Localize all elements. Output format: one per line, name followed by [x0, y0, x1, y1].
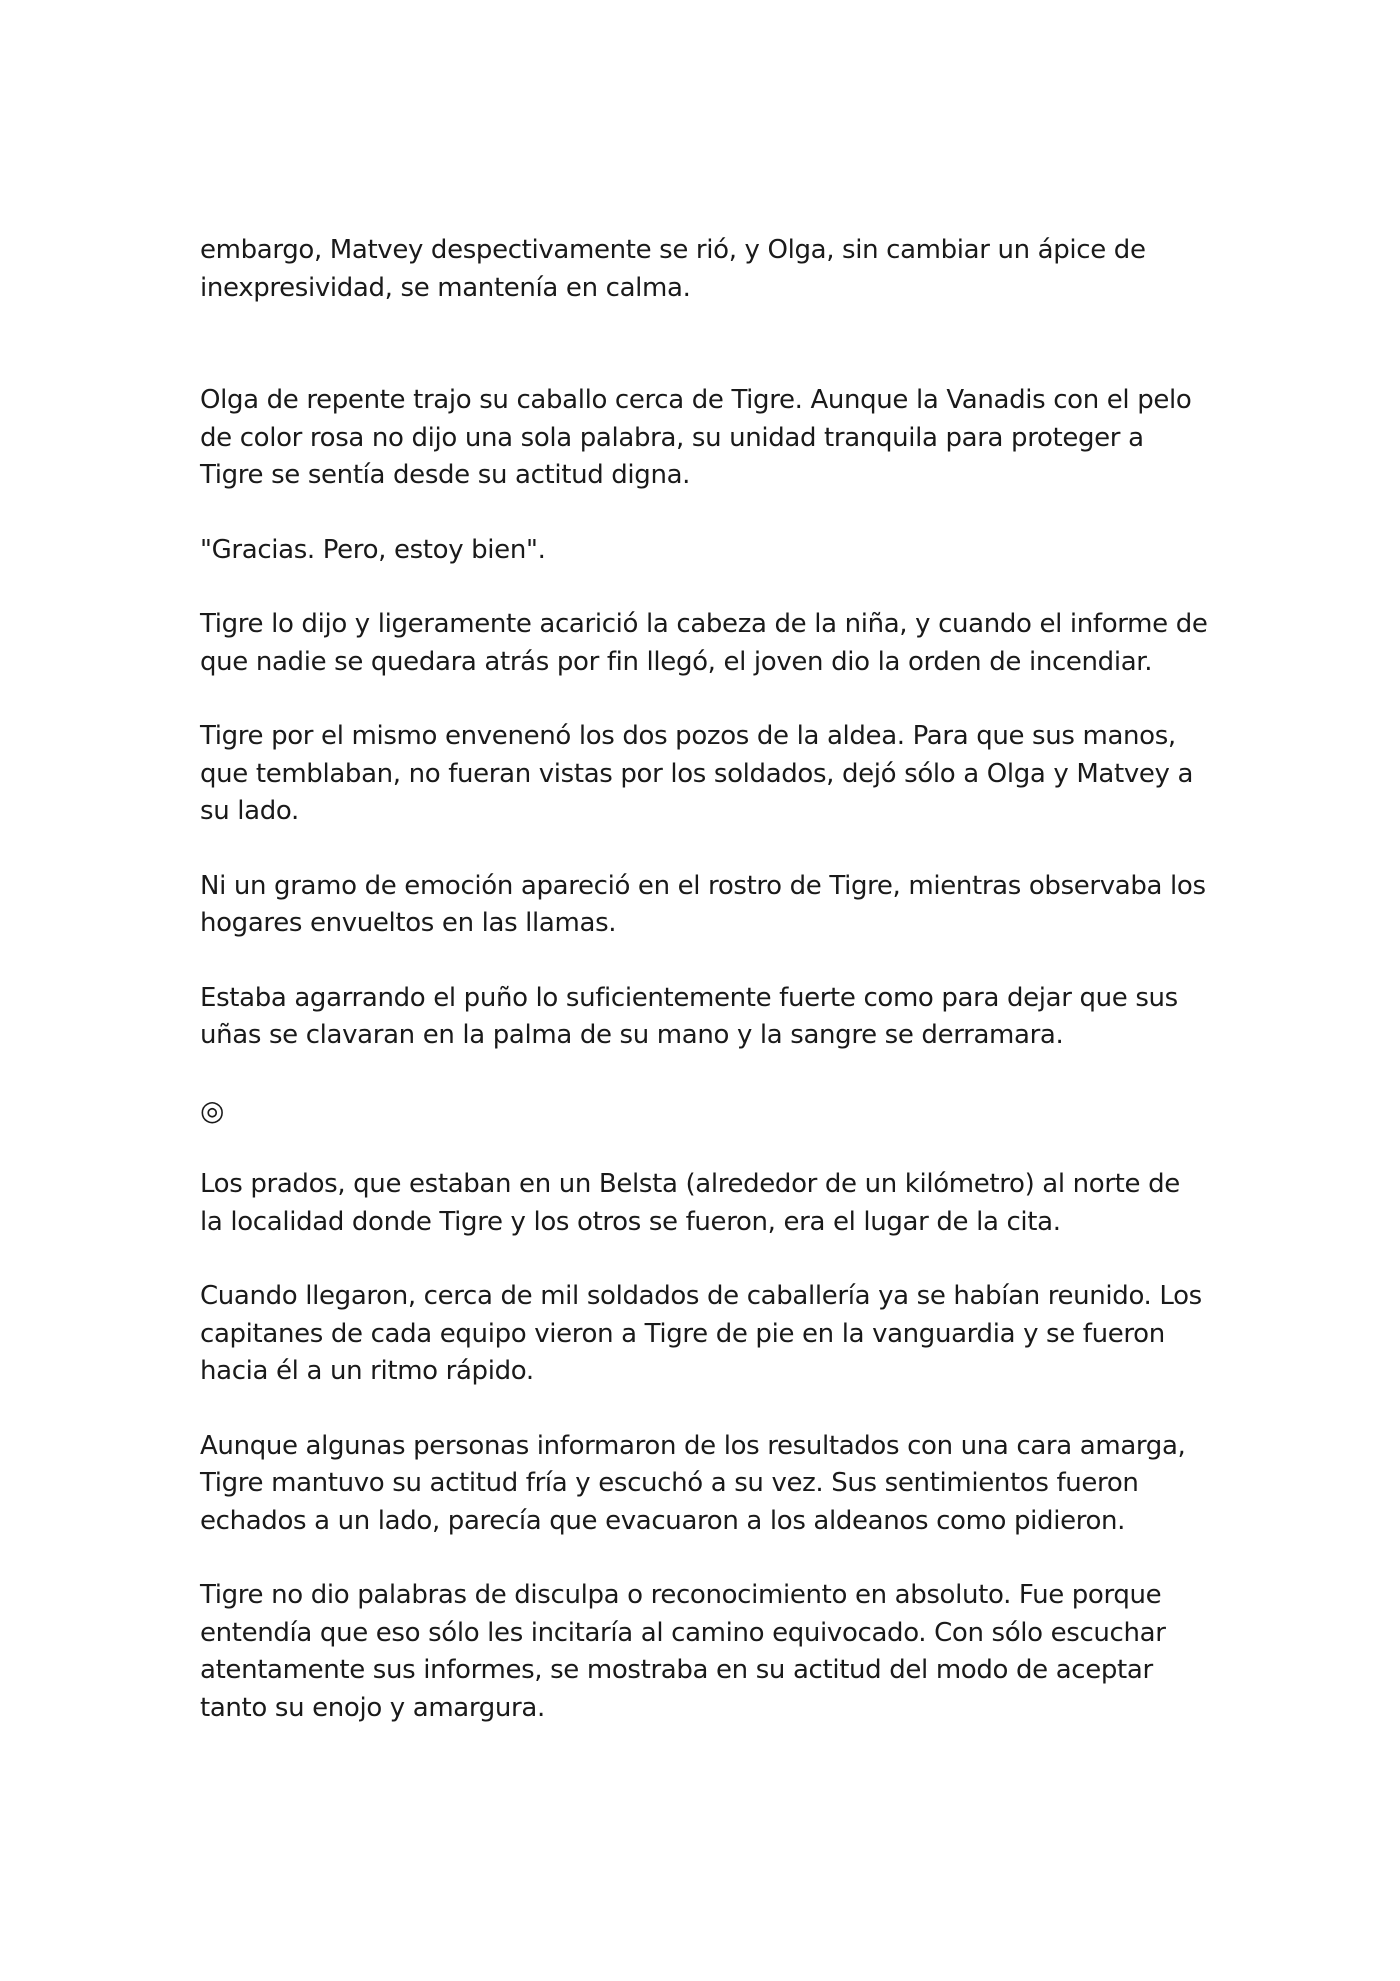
section-separator-icon: ◎ — [200, 1093, 225, 1127]
paragraph-4: Tigre lo dijo y ligeramente acarició la cabeza de la niña, y cuando el informe de que nadie se quedara atrás por fin llegó, el joven dio la orden de incendiar. — [200, 609, 1208, 677]
paragraph-2: Olga de repente trajo su caballo cerca de Tigre. Aunque la Vanadis con el pelo de color rosa no dijo una sola palabra, su unidad tranquila para proteger a Tigre se sentía desde su actitud digna. — [200, 385, 1192, 490]
document-page — [200, 232, 1210, 1727]
paragraph-3-dialogue: "Gracias. Pero, estoy bien". — [200, 534, 546, 565]
paragraph-5: Tigre por el mismo envenenó los dos pozos de la aldea. Para que sus manos, que temblaban, no fueran vistas por los soldados, dejó sólo a Olga y Matvey a su lado. — [200, 721, 1194, 826]
paragraph-9: Cuando llegaron, cerca de mil soldados de caballería ya se habían reunido. Los capitanes de cada equipo vieron a Tigre de pie en la vanguardia y se fueron hacia él a un ritmo rápido. — [200, 1281, 1202, 1386]
paragraph-1: embargo, Matvey despectivamente se rió, y Olga, sin cambiar un ápice de inexpresividad, se mantenía en calma. — [200, 235, 1146, 303]
paragraph-10: Aunque algunas personas informaron de los resultados con una cara amarga, Tigre mantuvo su actitud fría y escuchó a su vez. Sus sentimientos fueron echados a un lado, parecía que evacuaron a los aldeanos como pidieron. — [200, 1430, 1186, 1536]
paragraph-11: Tigre no dio palabras de disculpa o reconocimiento en absoluto. Fue porque entendía que eso sólo les incitaría al camino equivocado. Con sólo escuchar atentamente sus informes, se mostraba en su actitud del modo de aceptar tanto su enojo y amargura. — [200, 1580, 1166, 1723]
paragraph-7: Estaba agarrando el puño lo suficientemente fuerte como para dejar que sus uñas se clavaran en la palma de su mano y la sangre se derramara. — [200, 982, 1178, 1050]
paragraph-8: Los prados, que estaban en un Belsta (alrededor de un kilómetro) al norte de la localidad donde Tigre y los otros se fueron, era el lugar de la cita. — [200, 1169, 1180, 1237]
paragraph-6: Ni un gramo de emoción apareció en el rostro de Tigre, mientras observaba los hogares envueltos en las llamas. — [200, 870, 1206, 938]
